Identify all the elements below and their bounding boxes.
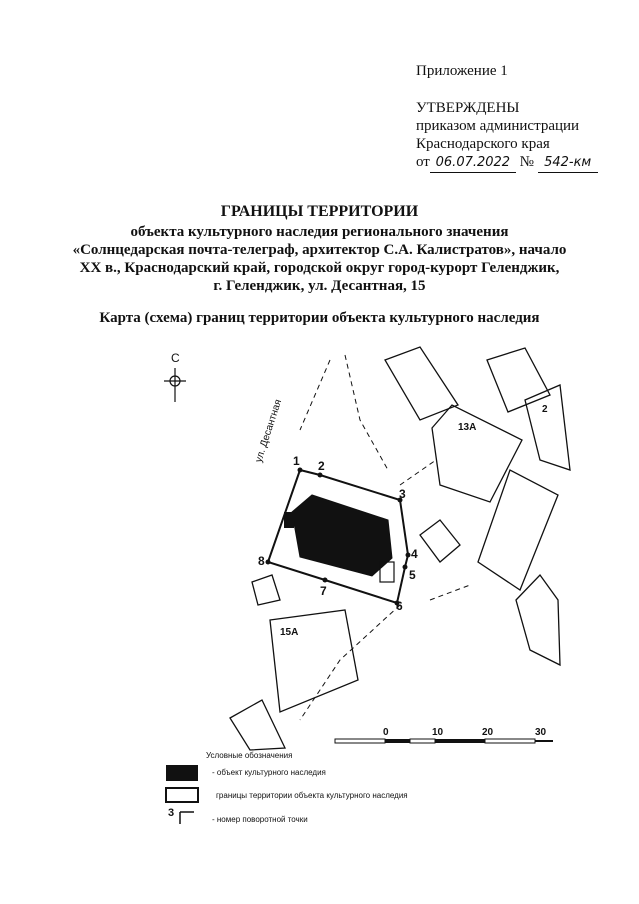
street-line-2 [300, 360, 330, 430]
point-marker-8 [266, 560, 271, 565]
approved-label: УТВЕРЖДЕНЫ [416, 100, 520, 116]
order-line-1: приказом администрации [416, 118, 580, 134]
date-prefix: от [416, 154, 430, 170]
point-label-4: 4 [411, 547, 418, 561]
north-arrow-icon [164, 368, 186, 402]
street-line-1 [345, 355, 388, 470]
point-marker-4 [406, 553, 411, 558]
map-subtitle: Карта (схема) границ территории объекта культурного наследия [99, 310, 540, 326]
title-line-4: г. Геленджик, ул. Десантная, 15 [213, 278, 426, 294]
point-label-6: 6 [396, 599, 403, 613]
point-marker-2 [318, 473, 323, 478]
building-2 [525, 385, 570, 470]
street-label: ул. Десантная [253, 398, 285, 464]
point-label-2: 2 [318, 459, 325, 473]
legend-point-label: - номер поворотной точки [212, 815, 308, 824]
point-marker-1 [298, 468, 303, 473]
legend-point-number: 3 [168, 807, 175, 819]
building-right-top [487, 348, 550, 412]
scale-bar [335, 739, 553, 743]
dashed-line-5 [400, 460, 436, 485]
legend-heritage-label: - объект культурного наследия [212, 768, 326, 777]
building-bottom [230, 700, 285, 750]
scale-tick-20: 20 [482, 727, 494, 738]
small-rect-right [420, 520, 460, 562]
scale-tick-0: 0 [383, 727, 389, 738]
title-line-3: XX в., Краснодарский край, городской округ город-курорт Геленджик, [79, 260, 560, 276]
building-right-low [516, 575, 560, 665]
number-prefix: № [519, 154, 534, 170]
building-top [385, 347, 458, 420]
order-line-2: Краснодарского края [416, 136, 550, 152]
title-line-1: объекта культурного наследия регионального значения [130, 224, 509, 240]
point-marker-5 [403, 565, 408, 570]
dashed-line-3 [300, 605, 400, 720]
label-15a: 15А [280, 627, 299, 638]
dashed-line-4 [430, 585, 470, 600]
label-13a: 13А [458, 422, 477, 433]
building-13a [432, 405, 522, 502]
scale-tick-10: 10 [432, 727, 444, 738]
point-label-7: 7 [320, 584, 327, 598]
title-line-2: «Солнцедарская почта-телеграф, архитектор С.А. Калистратов», начало [72, 242, 567, 258]
legend-boundary-swatch [166, 788, 198, 802]
legend-title: Условные обозначения [206, 751, 293, 760]
order-number: 542-км [538, 154, 598, 173]
heritage-object [292, 495, 392, 576]
scale-tick-30: 30 [535, 727, 547, 738]
legend-point-symbol [180, 812, 194, 824]
legend-boundary-label: границы территории объекта культурного наследия [216, 791, 408, 800]
order-date: 06.07.2022 [430, 154, 516, 173]
appendix-label: Приложение 1 [416, 63, 508, 79]
legend-heritage-swatch [166, 765, 198, 781]
building-right-mid [478, 470, 558, 590]
page-title: ГРАНИЦЫ ТЕРРИТОРИИ [220, 203, 419, 220]
point-label-1: 1 [293, 454, 300, 468]
north-label: С [171, 351, 180, 365]
small-rect-left [252, 575, 280, 605]
point-label-3: 3 [399, 487, 406, 501]
point-label-5: 5 [409, 568, 416, 582]
building-15a [270, 610, 358, 712]
point-marker-7 [323, 578, 328, 583]
label-2: 2 [542, 404, 548, 415]
point-label-8: 8 [258, 554, 265, 568]
